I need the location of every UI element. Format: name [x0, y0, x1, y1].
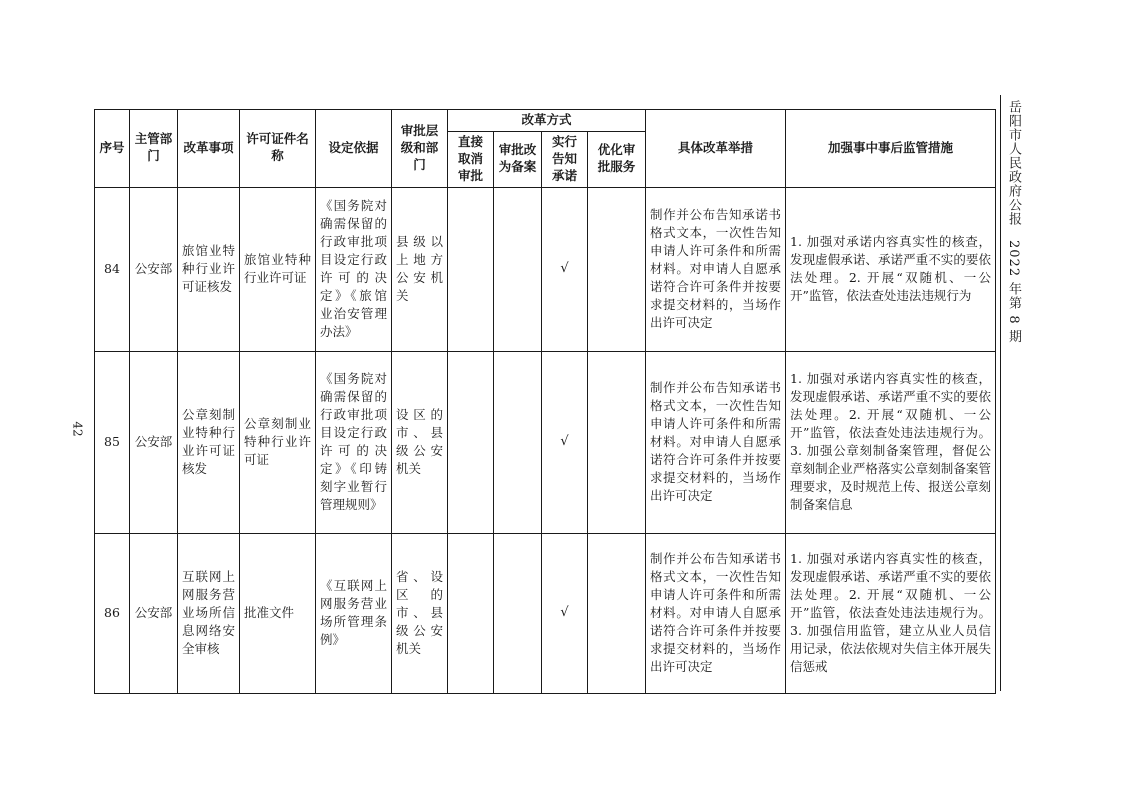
header-basis: 设定依据: [316, 110, 392, 188]
row-basis: 《互联网上网服务营业场所管理条例》: [316, 533, 392, 693]
header-methods: 改革方式: [448, 110, 646, 132]
row-method-cancel: [448, 351, 494, 533]
row-level: 设区的市、县级公安机关: [392, 351, 448, 533]
table-row: [95, 187, 996, 351]
row-basis: 《国务院对确需保留的行政审批项目设定行政许可的决定》《印铸刻字业暂行管理规则》: [316, 351, 392, 533]
row-license: 批准文件: [240, 533, 316, 693]
row-method-filing: [494, 187, 542, 351]
row-dept: 公安部: [130, 187, 178, 351]
row-method-filing: [494, 351, 542, 533]
table-row: [95, 533, 996, 693]
row-license: 旅馆业特种行业许可证: [240, 187, 316, 351]
row-supervision: 1. 加强对承诺内容真实性的核查，发现虚假承诺、承诺严重不实的要依法处理。2. 开展“双随机、一公开”监管，依法查处违法违规行为。3. 加强信用监管，建立从业人员信用记录，依法依规对失信主体开展失信惩戒: [786, 533, 996, 693]
header-method-filing: 审批改为备案: [494, 131, 542, 187]
row-seq: 84: [95, 187, 130, 351]
header-method-cancel: 直接取消审批: [448, 131, 494, 187]
row-level: 省、设区的市、县级公安机关: [392, 533, 448, 693]
row-method-cancel: [448, 187, 494, 351]
row-level: 县级以上地方公安机关: [392, 187, 448, 351]
row-seq: 86: [95, 533, 130, 693]
row-method-commitment: √: [542, 187, 588, 351]
row-dept: 公安部: [130, 533, 178, 693]
row-method-cancel: [448, 533, 494, 693]
row-method-filing: [494, 533, 542, 693]
row-method-optimize: [588, 187, 646, 351]
row-seq: 85: [95, 351, 130, 533]
side-rule: [1000, 95, 1001, 691]
bulletin-title: 岳阳市人民政府公报 2022 年第 8 期: [1006, 100, 1021, 344]
reform-table: [94, 109, 996, 694]
header-item: 改革事项: [178, 110, 240, 188]
row-basis: 《国务院对确需保留的行政审批项目设定行政许可的决定》《旅馆业治安管理办法》: [316, 187, 392, 351]
row-measures: 制作并公布告知承诺书格式文本，一次性告知申请人许可条件和所需材料。对申请人自愿承诺符合许可条件并按要求提交材料的，当场作出许可决定: [646, 187, 786, 351]
row-measures: 制作并公布告知承诺书格式文本，一次性告知申请人许可条件和所需材料。对申请人自愿承诺符合许可条件并按要求提交材料的，当场作出许可决定: [646, 533, 786, 693]
row-method-optimize: [588, 351, 646, 533]
row-supervision: 1. 加强对承诺内容真实性的核查，发现虚假承诺、承诺严重不实的要依法处理。2. 开展“双随机、一公开”监管，依法查处违法违规行为。3. 加强公章刻制备案管理，督促公章刻制企业严格落实公章刻制备案管理要求，及时规范上传、报送公章刻制备案信息: [786, 351, 996, 533]
row-method-optimize: [588, 533, 646, 693]
row-license: 公章刻制业特种行业许可证: [240, 351, 316, 533]
header-method-optimize: 优化审批服务: [588, 131, 646, 187]
row-method-commitment: √: [542, 533, 588, 693]
row-item: 互联网上网服务营业场所信息网络安全审核: [178, 533, 240, 693]
header-seq: 序号: [95, 110, 130, 188]
row-item: 公章刻制业特种行业许可证核发: [178, 351, 240, 533]
row-item: 旅馆业特种行业许可证核发: [178, 187, 240, 351]
header-supervision: 加强事中事后监管措施: [786, 110, 996, 188]
row-supervision: 1. 加强对承诺内容真实性的核查，发现虚假承诺、承诺严重不实的要依法处理。2. 开展“双随机、一公开”监管，依法查处违法违规行为: [786, 187, 996, 351]
header-measures: 具体改革举措: [646, 110, 786, 188]
table-row: [95, 351, 996, 533]
row-measures: 制作并公布告知承诺书格式文本，一次性告知申请人许可条件和所需材料。对申请人自愿承诺符合许可条件并按要求提交材料的，当场作出许可决定: [646, 351, 786, 533]
header-level: 审批层级和部门: [392, 110, 448, 188]
header-method-commitment: 实行告知承诺: [542, 131, 588, 187]
header-license: 许可证件名称: [240, 110, 316, 188]
row-dept: 公安部: [130, 351, 178, 533]
page-number: 42: [70, 421, 85, 437]
header-dept: 主管部门: [130, 110, 178, 188]
row-method-commitment: √: [542, 351, 588, 533]
